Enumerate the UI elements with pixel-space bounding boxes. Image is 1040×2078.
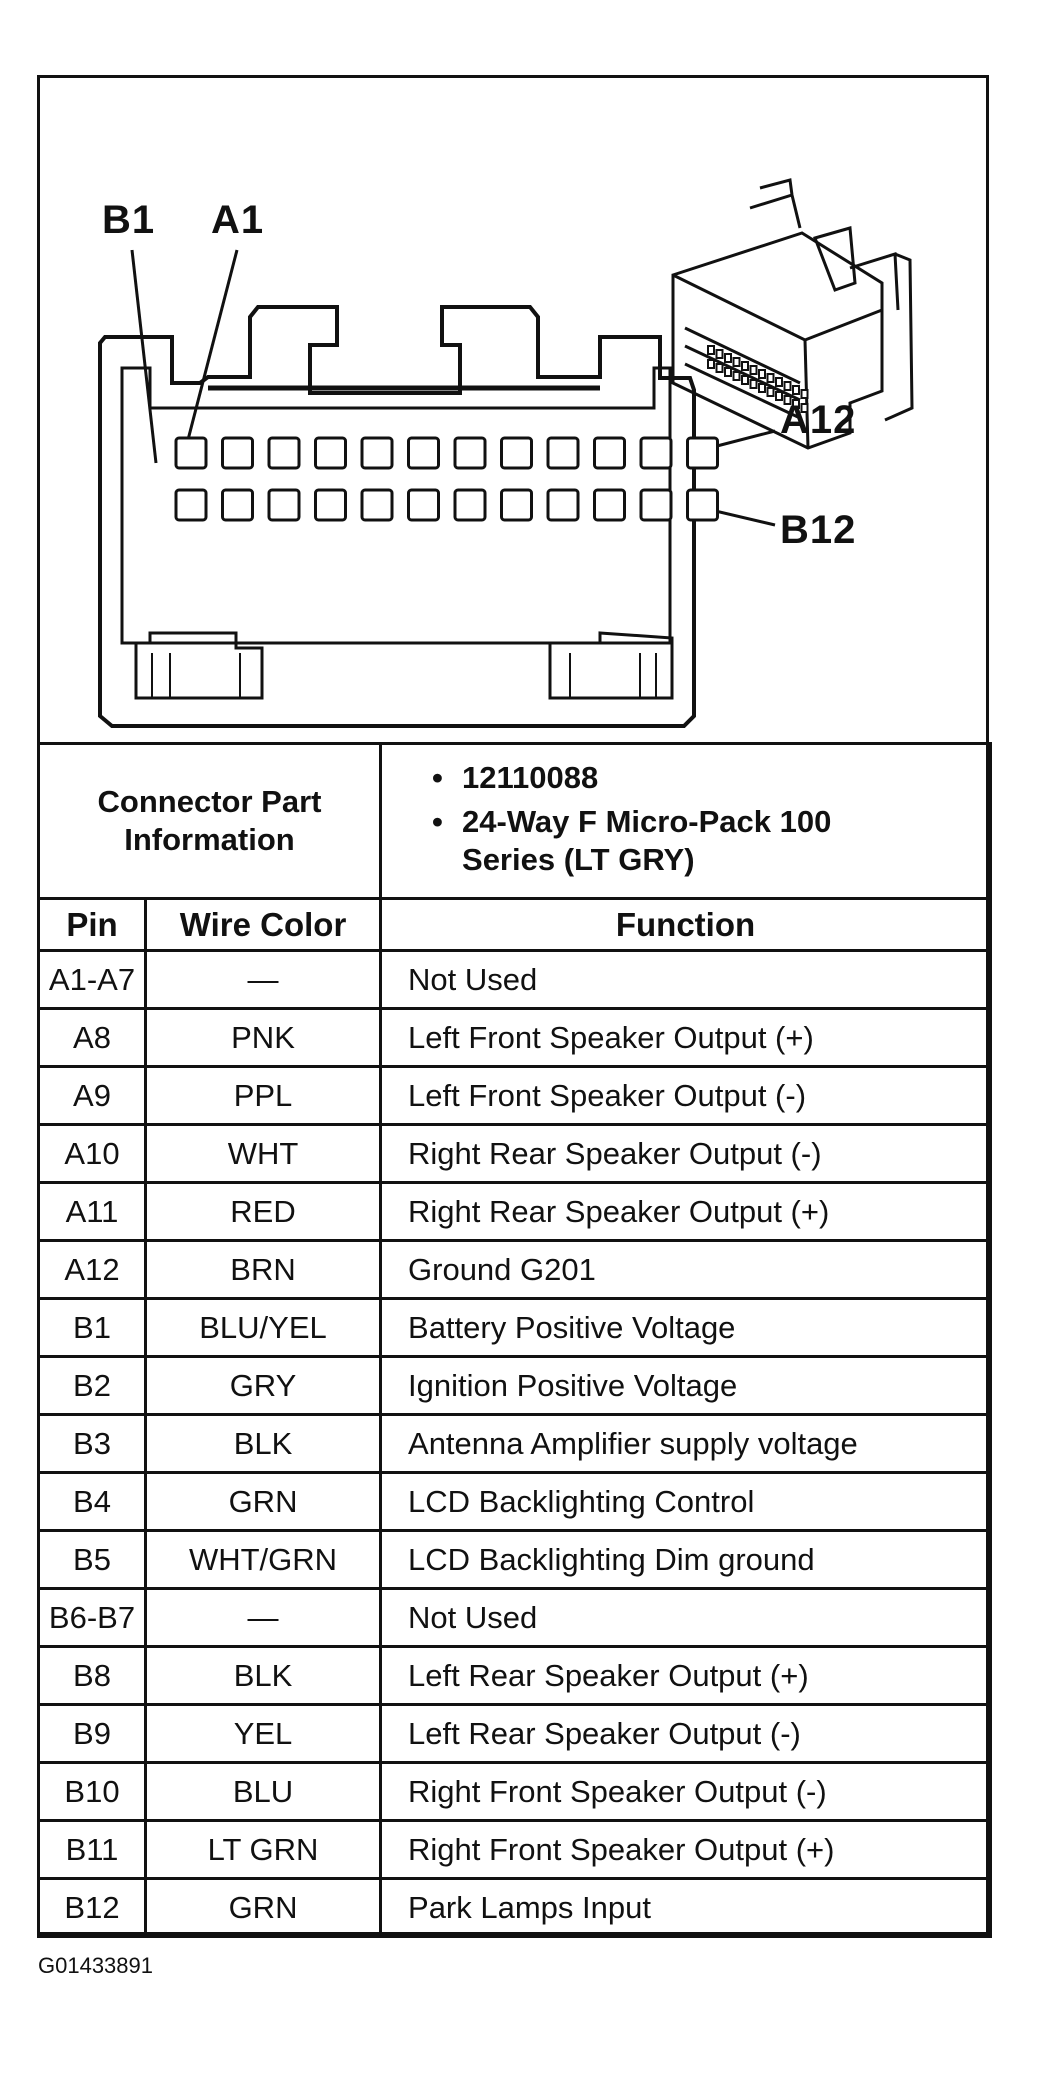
iso-pin (751, 366, 757, 374)
function-cell: Ground G201 (381, 1241, 991, 1299)
pin-cavity (641, 490, 671, 520)
table-row (39, 1009, 991, 1067)
table-row (39, 1357, 991, 1415)
header-function: Function (381, 899, 991, 951)
table-row (39, 1241, 991, 1299)
wire-color-cell: — (146, 1589, 381, 1647)
pin-cell: B5 (39, 1531, 146, 1589)
function-cell: Battery Positive Voltage (381, 1299, 991, 1357)
wire-color-cell: — (146, 951, 381, 1009)
pin-cell: B4 (39, 1473, 146, 1531)
connector-pinout-table (37, 742, 992, 1938)
wire-color-cell: YEL (146, 1705, 381, 1763)
connector-part-info-row (39, 744, 991, 899)
pin-cavity (688, 490, 718, 520)
pin-cavity (316, 490, 346, 520)
iso-pin (725, 368, 731, 376)
pin-cavity (595, 490, 625, 520)
table-row (39, 1067, 991, 1125)
function-cell: Right Front Speaker Output (+) (381, 1821, 991, 1879)
label-b12: B12 (780, 508, 857, 552)
pin-cell: B1 (39, 1299, 146, 1357)
table-row (39, 1705, 991, 1763)
connector-figure-frame (37, 75, 989, 1935)
pin-cavity (548, 438, 578, 468)
iso-pin (717, 350, 723, 358)
connector-part-description: • 24-Way F Micro-Pack 100 Series (LT GRY) (430, 803, 882, 879)
function-cell: Park Lamps Input (381, 1879, 991, 1937)
table-row (39, 1879, 991, 1937)
function-cell: Left Rear Speaker Output (-) (381, 1705, 991, 1763)
iso-pin (785, 382, 791, 390)
pin-cell: B9 (39, 1705, 146, 1763)
pin-cell: B11 (39, 1821, 146, 1879)
iso-pin (759, 384, 765, 392)
iso-pin (759, 370, 765, 378)
pin-cavity (269, 438, 299, 468)
pin-cell: A1-A7 (39, 951, 146, 1009)
wire-color-cell: LT GRN (146, 1821, 381, 1879)
pin-cavity (455, 438, 485, 468)
wire-color-cell: BLK (146, 1415, 381, 1473)
wire-color-cell: PPL (146, 1067, 381, 1125)
wire-color-cell: PNK (146, 1009, 381, 1067)
function-cell: Not Used (381, 1589, 991, 1647)
pin-cavity (223, 438, 253, 468)
function-cell: Right Rear Speaker Output (-) (381, 1125, 991, 1183)
function-cell: Right Rear Speaker Output (+) (381, 1183, 991, 1241)
function-cell: Right Front Speaker Output (-) (381, 1763, 991, 1821)
connector-diagram (40, 78, 986, 743)
wire-color-cell: GRN (146, 1879, 381, 1937)
iso-pin (717, 364, 723, 372)
function-cell: Antenna Amplifier supply voltage (381, 1415, 991, 1473)
header-pin: Pin (39, 899, 146, 951)
pin-cell: B6-B7 (39, 1589, 146, 1647)
label-a12: A12 (780, 398, 857, 442)
pin-cavity (502, 490, 532, 520)
pin-cavity (223, 490, 253, 520)
pin-cavity (409, 490, 439, 520)
pin-cavity (595, 438, 625, 468)
wire-color-cell: BLU (146, 1763, 381, 1821)
function-cell: LCD Backlighting Dim ground (381, 1531, 991, 1589)
iso-pin (751, 380, 757, 388)
pin-cavity (455, 490, 485, 520)
table-row (39, 1125, 991, 1183)
label-a1: A1 (211, 198, 265, 242)
table-row (39, 1531, 991, 1589)
pin-cell: A9 (39, 1067, 146, 1125)
wire-color-cell: WHT/GRN (146, 1531, 381, 1589)
iso-pin (708, 360, 714, 368)
connector-part-number: • 12110088 (430, 759, 989, 797)
table-row (39, 1183, 991, 1241)
iso-pin (708, 346, 714, 354)
table-row (39, 1415, 991, 1473)
iso-pin (734, 372, 740, 380)
wire-color-cell: BLK (146, 1647, 381, 1705)
table-row (39, 1473, 991, 1531)
figure-code: G01433891 (38, 1953, 153, 1978)
pin-cavity (176, 490, 206, 520)
iso-pin (802, 390, 808, 398)
table-row (39, 1299, 991, 1357)
function-cell: Ignition Positive Voltage (381, 1357, 991, 1415)
iso-pin (768, 374, 774, 382)
function-cell: Left Front Speaker Output (-) (381, 1067, 991, 1125)
connector-part-info-values (381, 744, 991, 899)
pin-cell: B12 (39, 1879, 146, 1937)
iso-pin (776, 378, 782, 386)
table-row (39, 951, 991, 1009)
pin-cell: B10 (39, 1763, 146, 1821)
wire-color-cell: GRN (146, 1473, 381, 1531)
function-cell: Left Front Speaker Output (+) (381, 1009, 991, 1067)
iso-pin (742, 362, 748, 370)
wire-color-cell: RED (146, 1183, 381, 1241)
pin-cell: A10 (39, 1125, 146, 1183)
pin-cavity-grid (176, 438, 718, 520)
table-header-row (39, 899, 991, 951)
table-row (39, 1763, 991, 1821)
pin-cavity (548, 490, 578, 520)
wire-color-cell: BRN (146, 1241, 381, 1299)
table-row (39, 1647, 991, 1705)
iso-pin (742, 376, 748, 384)
wire-color-cell: BLU/YEL (146, 1299, 381, 1357)
wire-color-cell: GRY (146, 1357, 381, 1415)
pin-cavity (409, 438, 439, 468)
pin-cavity (362, 438, 392, 468)
pin-cavity (502, 438, 532, 468)
table-row (39, 1589, 991, 1647)
iso-pin (725, 354, 731, 362)
connector-part-info-label: Connector Part Information (39, 744, 381, 899)
pin-cavity (688, 438, 718, 468)
pin-cell: A12 (39, 1241, 146, 1299)
pin-cavity (176, 438, 206, 468)
table-row (39, 1821, 991, 1879)
wire-color-cell: WHT (146, 1125, 381, 1183)
iso-pin (793, 386, 799, 394)
pin-cell: A8 (39, 1009, 146, 1067)
pin-cavity (641, 438, 671, 468)
pin-cell: B8 (39, 1647, 146, 1705)
pin-cell: A11 (39, 1183, 146, 1241)
header-wire-color: Wire Color (146, 899, 381, 951)
iso-pin (734, 358, 740, 366)
pin-cavity (362, 490, 392, 520)
pin-cell: B2 (39, 1357, 146, 1415)
function-cell: LCD Backlighting Control (381, 1473, 991, 1531)
iso-pin (768, 388, 774, 396)
pin-cavity (269, 490, 299, 520)
function-cell: Left Rear Speaker Output (+) (381, 1647, 991, 1705)
pin-cavity (316, 438, 346, 468)
label-b1: B1 (102, 198, 156, 242)
function-cell: Not Used (381, 951, 991, 1009)
pin-cell: B3 (39, 1415, 146, 1473)
